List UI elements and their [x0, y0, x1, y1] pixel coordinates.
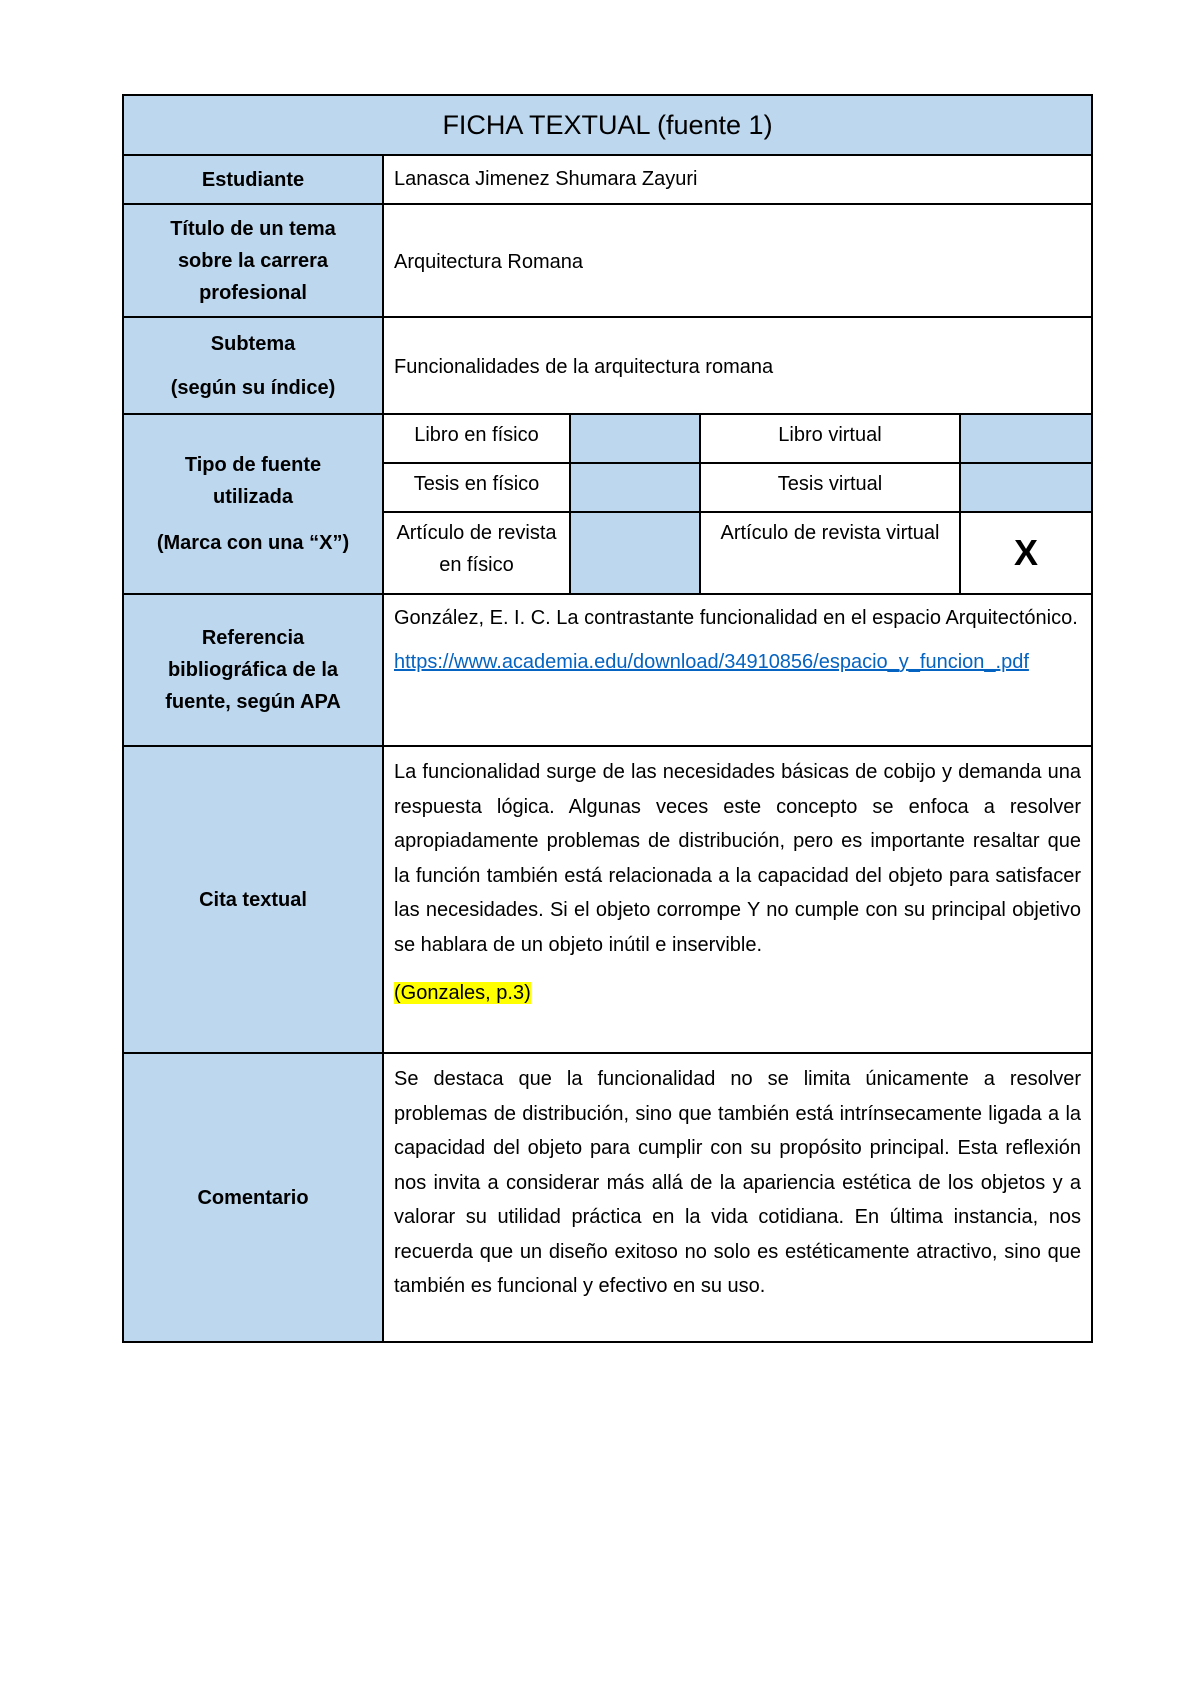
comentario-label: Comentario [123, 1053, 383, 1342]
table-title [123, 95, 1092, 155]
option-libro-virtual: Libro virtual [700, 414, 960, 463]
referencia-value [383, 594, 1092, 746]
tipo-fuente-label-line: Tipo de fuente [184, 454, 322, 476]
ficha-textual-table [122, 94, 1093, 1343]
subtema-value: Funcionalidades de la arquitectura romana [383, 317, 1092, 414]
title-text: FICHA TEXTUAL (fuente 1) [442, 109, 773, 140]
titulo-label-line: sobre la carrera [177, 249, 329, 272]
mark-libro-fisico[interactable] [570, 414, 700, 463]
referencia-link[interactable]: https://www.academia.edu/download/34910856/espacio_y_funcion_.pdf [394, 651, 1029, 673]
referencia-text: González, E. I. C. La contrastante funcionalidad en el espacio Arquitectónico. [394, 607, 1078, 629]
titulo-label-line: profesional [199, 281, 307, 304]
comentario-text: Se destaca que la funcionalidad no se limita únicamente a resolver problemas de distribución, sino que también está intrínsecamente ligada a la capacidad del objeto para cumplir con su propósito principal. Esta reflexión nos invita a considerar más allá de la apariencia estética de los objetos y a valorar su utilidad práctica en la vida cotidiana. En última instancia, nos recuerda que un diseño exitoso no solo es estéticamente atractivo, sino que también es funcional y efectivo en su uso. [394, 1068, 1082, 1297]
mark-tesis-fisico[interactable] [570, 463, 700, 512]
referencia-label-line: Referencia [201, 627, 305, 649]
option-libro-fisico: Libro en físico [383, 414, 570, 463]
titulo-label [123, 204, 383, 317]
estudiante-label: Estudiante [123, 155, 383, 204]
titulo-label-line: Título de un tema [170, 217, 336, 240]
cita-value [383, 746, 1092, 1053]
referencia-label-line: fuente, según APA [165, 691, 341, 713]
mark-libro-virtual[interactable] [960, 414, 1092, 463]
cita-text: La funcionalidad surge de las necesidades básicas de cobijo y demanda una respuesta lógica. Algunas veces este concepto se enfoca a resolver apropiadamente problemas de distribución, pero es importante resaltar que la función también está relacionada a la capacidad del objeto para satisfacer las necesidades. Si el objeto corrompe Y no cumple con su principal objetivo se hablara de un objeto inútil e inservible. [394, 761, 1082, 956]
comentario-value [383, 1053, 1092, 1342]
subtema-label-line: Subtema [210, 332, 296, 355]
option-tesis-fisico: Tesis en físico [383, 463, 570, 512]
subtema-label [123, 317, 383, 414]
mark-tesis-virtual[interactable] [960, 463, 1092, 512]
cita-source [394, 978, 1081, 1008]
cita-source-highlight: (Gonzales, p.3) [394, 982, 531, 1004]
mark-articulo-virtual[interactable]: X [960, 512, 1092, 594]
referencia-label-line: bibliográfica de la [167, 659, 339, 681]
titulo-value: Arquitectura Romana [383, 204, 1092, 317]
tipo-fuente-label-line: utilizada [212, 486, 293, 508]
option-articulo-virtual: Artículo de revista virtual [700, 512, 960, 594]
option-articulo-fisico: Artículo de revista en físico [383, 512, 570, 594]
option-tesis-virtual: Tesis virtual [700, 463, 960, 512]
estudiante-value: Lanasca Jimenez Shumara Zayuri [383, 155, 1092, 204]
referencia-label [123, 594, 383, 746]
subtema-label-line: (según su índice) [170, 376, 336, 399]
cita-label: Cita textual [123, 746, 383, 1053]
tipo-fuente-label [123, 414, 383, 594]
mark-articulo-fisico[interactable] [570, 512, 700, 594]
tipo-fuente-label-line: (Marca con una “X”) [156, 532, 350, 554]
